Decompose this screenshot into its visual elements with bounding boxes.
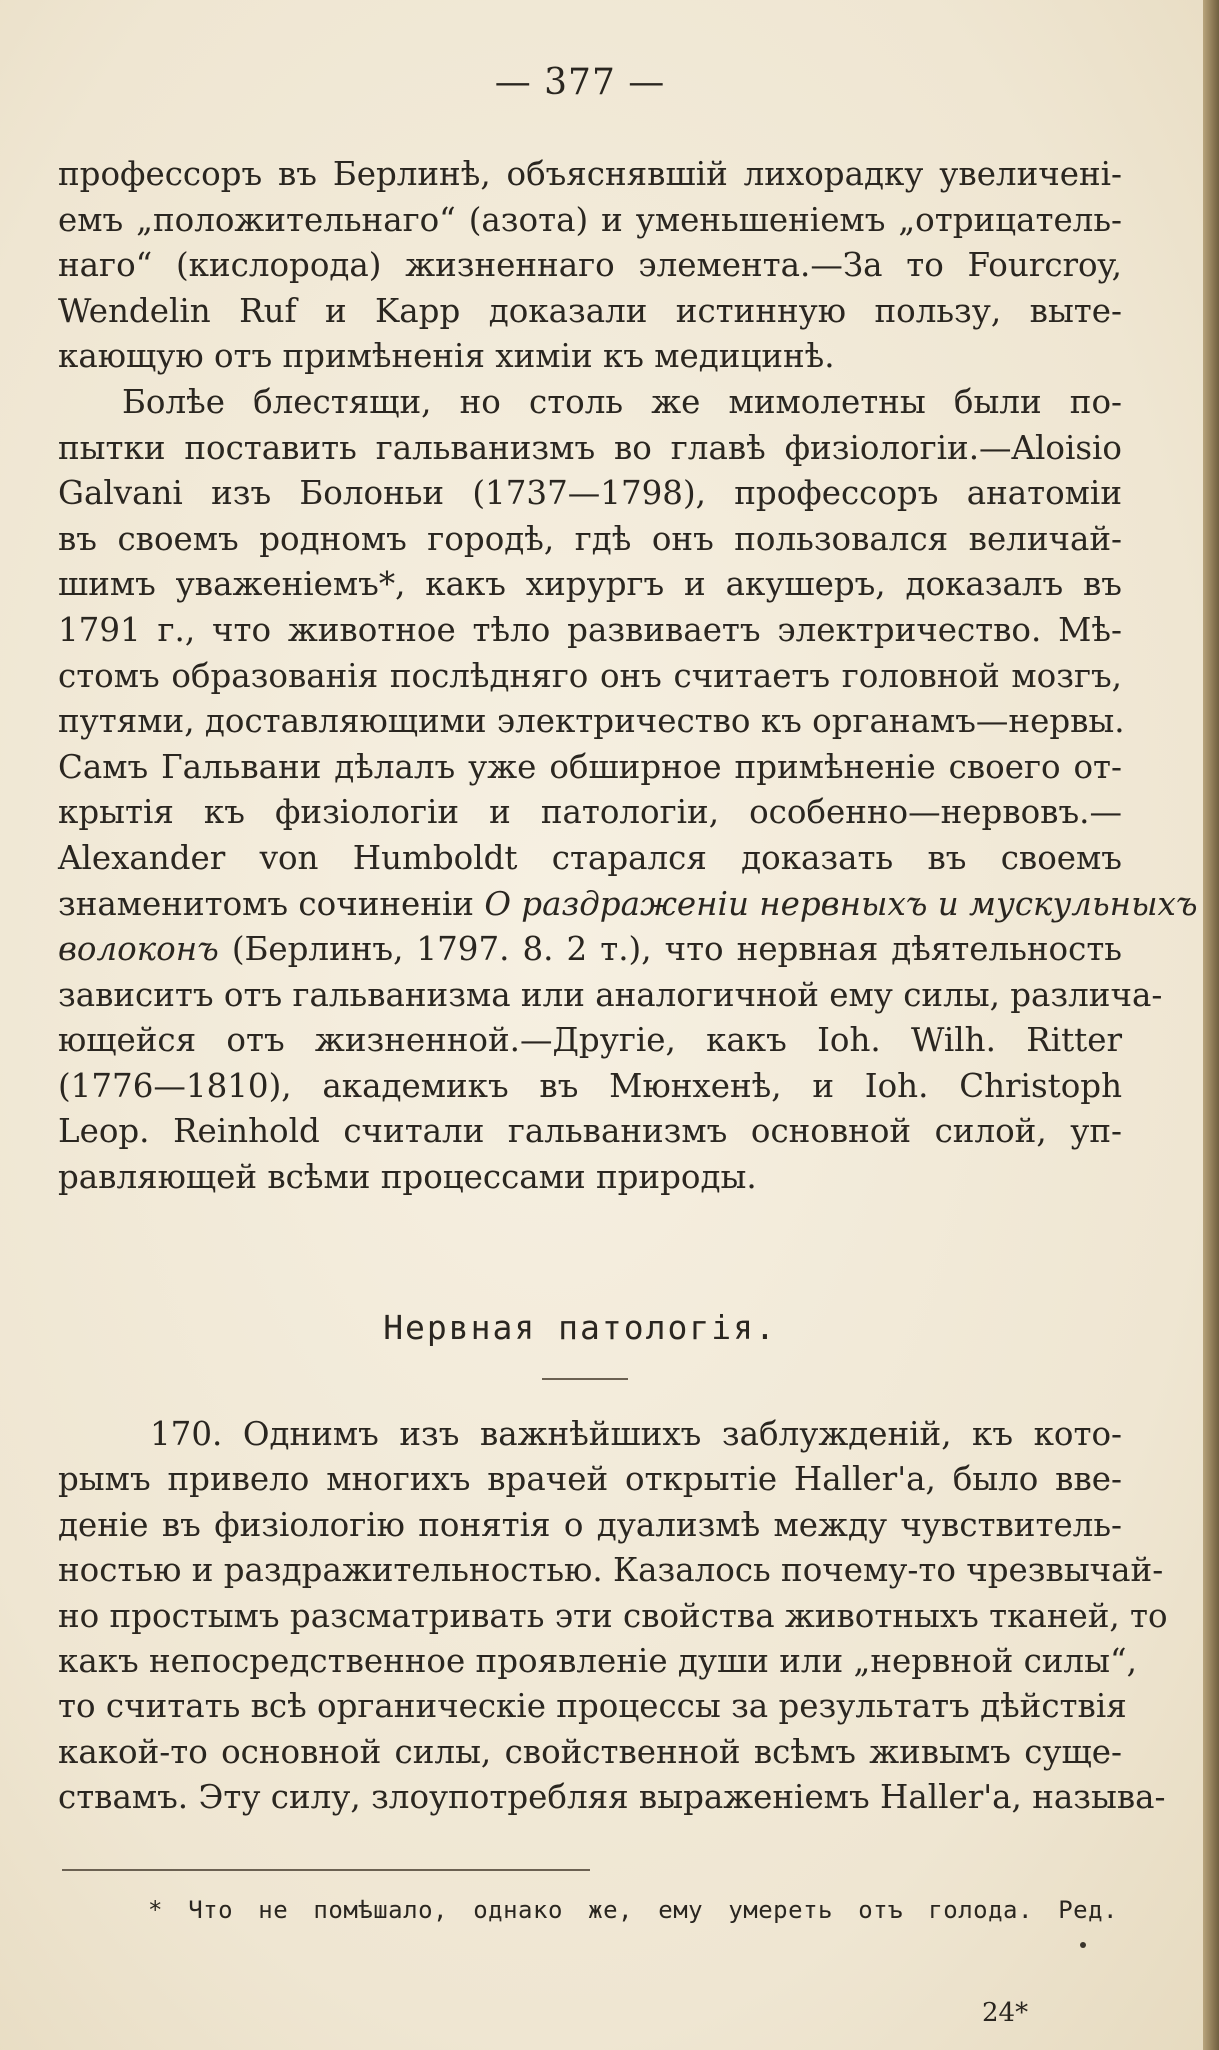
text-line: 1791 г., что животное тѣло развиваетъ электричество. Мѣ- xyxy=(58,610,1122,649)
text-line: стомъ образованія послѣдняго онъ считаетъ головной мозгъ, xyxy=(58,656,1122,695)
text-fragment: (Берлинъ, 1797. 8. 2 т.), что нервная дѣятельность xyxy=(231,930,1122,969)
text-line: Alexander von Humboldt старался доказать въ своемъ xyxy=(58,838,1122,877)
text-line: 170. Однимъ изъ важнѣйшихъ заблужденій, къ кото- xyxy=(150,1415,1122,1453)
text-line: въ своемъ родномъ городѣ, гдѣ онъ пользовался величай- xyxy=(58,519,1122,558)
text-line: зависитъ отъ гальванизма или аналогичной ему силы, различа- xyxy=(58,975,1163,1014)
text-line: Болѣе блестящи, но столь же мимолетны были по- xyxy=(122,382,1122,421)
text-line: Galvani изъ Болоньи (1737—1798), профессоръ анатоміи xyxy=(58,474,1122,513)
text-line: наго“ (кислорода) жизненнаго элемента.—За то Fourcroy, xyxy=(58,246,1122,285)
text-line: деніе въ физіологію понятія о дуализмѣ между чувствитель- xyxy=(58,1505,1122,1544)
text-line: рымъ привело многихъ врачей открытіе Haller'a, было вве- xyxy=(58,1460,1122,1499)
text-fragment: знаменитомъ сочиненіи xyxy=(58,884,474,923)
signature-mark: 24* xyxy=(982,1998,1029,2028)
text-line: кающую отъ примѣненія химіи къ медицинѣ. xyxy=(58,337,835,376)
text-line: Leop. Reinhold считали гальванизмъ основной силой, уп- xyxy=(58,1112,1122,1151)
text-line-with-italic xyxy=(58,882,1198,928)
text-line: пытки поставить гальванизмъ во главѣ физіологіи.—Aloisio xyxy=(58,428,1122,467)
text-line: шимъ уваженіемъ*, какъ хирургъ и акушеръ, доказалъ въ xyxy=(58,565,1122,604)
text-line: Wendelin Ruf и Kapp доказали истинную пользу, выте- xyxy=(58,291,1122,330)
text-line: какъ непосредственное проявленіе души или „нервной силы“, xyxy=(58,1642,1137,1681)
page-number: — 377 — xyxy=(494,62,666,103)
text-line: ющейся отъ жизненной.—Другіе, какъ Ioh. Wilh. Ritter xyxy=(58,1021,1122,1060)
text-line: емъ „положительнаго“ (азота) и уменьшеніемъ „отрицатель- xyxy=(58,200,1122,239)
text-line: профессоръ въ Берлинѣ, объяснявшій лихорадку увеличені- xyxy=(58,155,1122,193)
italic-book-title-end: волоконъ xyxy=(58,930,219,969)
section-heading: Нервная патологія. xyxy=(383,1308,777,1347)
page-edge-shadow xyxy=(1203,0,1219,2050)
text-line: (1776—1810), академикъ въ Мюнхенѣ, и Ioh. Christoph xyxy=(58,1066,1122,1105)
text-line: но простымъ разсматривать эти свойства животныхъ тканей, то xyxy=(58,1596,1168,1635)
main-text xyxy=(58,152,1198,1201)
footnote: * Что не помѣшало, однако же, ему умереть отъ голода. Ред. xyxy=(148,1896,1118,1924)
text-line: Самъ Гальвани дѣлалъ уже обширное примѣненіе своего от- xyxy=(58,747,1122,786)
ink-dot xyxy=(1080,1942,1086,1948)
text-line-with-italic xyxy=(58,927,1122,973)
italic-book-title: О раздраженіи нервныхъ и мускульныхъ xyxy=(484,884,1198,923)
text-line: ствамъ. Эту силу, злоупотребляя выраженіемъ Haller'a, называ- xyxy=(58,1778,1166,1817)
text-line: то считать всѣ органическіе процессы за результатъ дѣйствія xyxy=(58,1687,1127,1726)
footnote-divider xyxy=(62,1869,590,1871)
text-line: равляющей всѣми процессами природы. xyxy=(58,1158,757,1197)
text-line: ностью и раздражительностью. Казалось почему-то чрезвычай- xyxy=(58,1551,1164,1590)
text-line: путями, доставляющими электричество къ органамъ—нервы. xyxy=(58,702,1125,741)
text-line: какой-то основной силы, свойственной всѣмъ живымъ суще- xyxy=(58,1732,1122,1771)
section-text xyxy=(58,1412,1168,1821)
heading-divider xyxy=(542,1378,628,1380)
text-line: крытія къ физіологіи и патологіи, особенно—нервовъ.— xyxy=(58,793,1122,832)
